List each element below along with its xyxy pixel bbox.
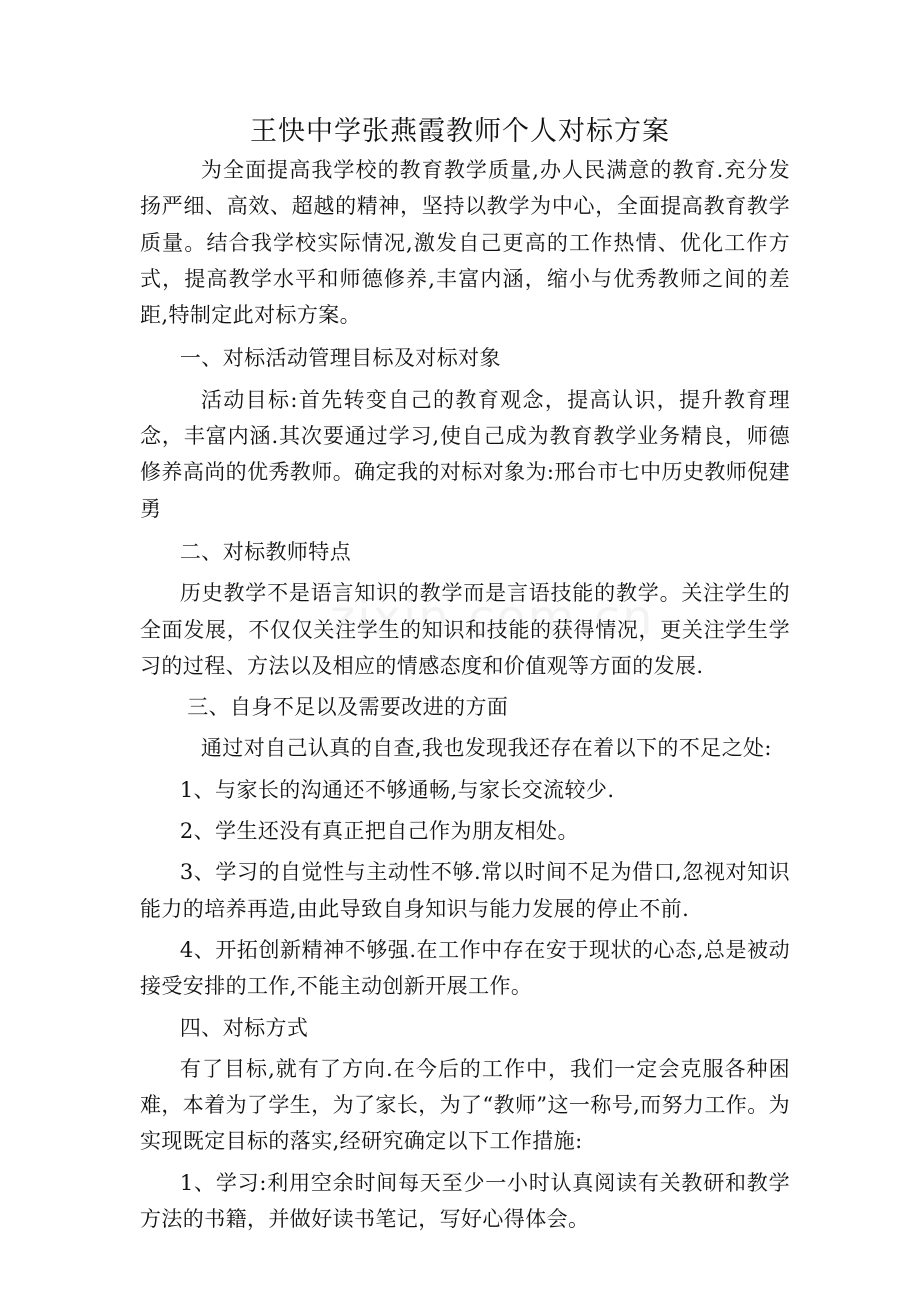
goals-paragraph: 活动目标:首先转变自己的教育观念，提高认识，提升教育理念，丰富内涵.其次要通过学习,使自己成为教育教学业务精良，师德修养高尚的优秀教师。确定我的对标对象为:邢台市七中历史教师倪建勇	[140, 387, 790, 521]
list-item: 4、开拓创新精神不够强.在工作中存在安于现状的心态,总是被动接受安排的工作,不能主动创新开展工作。	[140, 937, 790, 999]
section-heading-3: 三、自身不足以及需要改进的方面	[187, 695, 509, 720]
document-title: 王快中学张燕霞教师个人对标方案	[250, 116, 670, 147]
self-check-paragraph: 通过对自己认真的自查,我也发现我还存在着以下的不足之处:	[200, 736, 772, 761]
teacher-traits-paragraph: 历史教学不是语言知识的教学而是言语技能的教学。关注学生的全面发展，不仅仅关注学生的知识和技能的获得情况，更关注学生学习的过程、方法以及相应的情感态度和价值观等方面的发展.	[140, 581, 790, 678]
section-heading-4: 四、对标方式	[179, 1015, 309, 1040]
methods-paragraph: 有了目标,就有了方向.在今后的工作中，我们一定会克服各种困难，本着为了学生，为了家长，为了“教师”这一称号,而努力工作。为实现既定目标的落实,经研究确定以下工作措施:	[140, 1056, 790, 1154]
list-item: 2、学生还没有真正把自己作为朋友相处。	[179, 819, 579, 844]
document-body	[140, 152, 790, 1237]
list-item: 3、学习的自觉性与主动性不够.常以时间不足为借口,忽视对知识能力的培养再造,由此导致自身知识与能力发展的停止不前.	[140, 860, 790, 921]
list-item: 1、与家长的沟通还不够通畅,与家长交流较少.	[179, 777, 615, 802]
section-heading-2: 二、对标教师特点	[179, 539, 352, 564]
list-item: 1、学习:利用空余时间每天至少一小时认真阅读有关教研和教学方法的书籍，并做好读书笔记，写好心得体会。	[140, 1170, 790, 1232]
intro-paragraph: 为全面提高我学校的教育教学质量,办人民满意的教育.充分发扬严细、高效、超越的精神，坚持以教学为中心，全面提高教育教学质量。结合我学校实际情况,激发自己更高的工作热情、优化工作方式，提高教学水平和师德修养,丰富内涵，缩小与优秀教师之间的差距,特制定此对标方案。	[140, 158, 790, 328]
section-heading-1: 一、对标活动管理目标及对标对象	[179, 346, 501, 371]
